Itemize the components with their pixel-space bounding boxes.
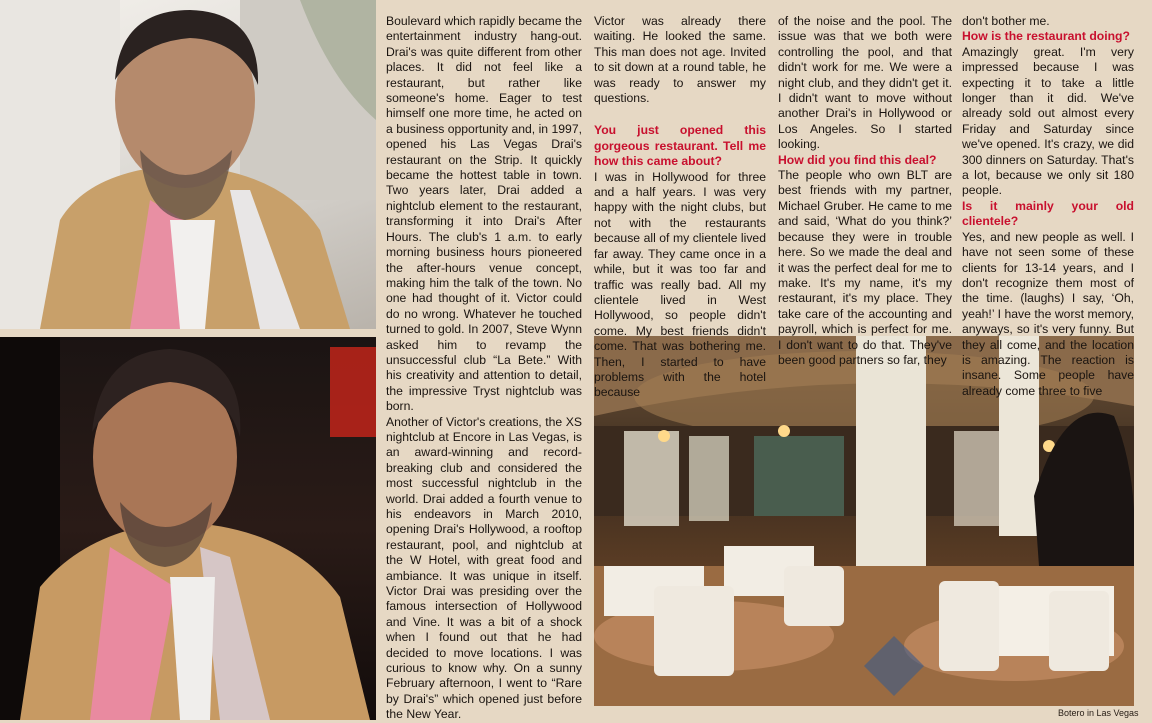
- paragraph: of the noise and the pool. The issue was that we both were controlling the pool, and that didn't work for me. We were a night club, and they didn't get it. I didn't want to move without another Drai's in Hollywood or Los Angeles. So I started looking.: [778, 14, 952, 152]
- article-column-4: [962, 14, 1134, 399]
- paragraph: I was in Hollywood for three and a half years. I was very happy with the night clubs, but not with the restaurants because all of my clientele lived far away. They came once in a while, but it was too far and traffic was really bad. All my clientele lived in West Hollywood, so people didn't come. My best friends didn't come. That was bothering me. Then, I started to have problems with the hotel because: [594, 169, 766, 400]
- portrait-photo-top: [0, 0, 376, 329]
- interview-question: Is it mainly your old clientele?: [962, 198, 1134, 229]
- paragraph: Yes, and new people as well. I have not seen some of these clients for 13-14 years, and I don't recognize them most of the time. (laughs) I say, ‘Oh, yeah!’ I have the worst memory, anyways, so it's very funny. But they all come, and the location is amazing. The reaction is insane. Some people have already come three to five: [962, 229, 1134, 398]
- paragraph: Victor was already there waiting. He looked the same. This man does not age. Invited to sit down at a round table, he was ready to answer my questions.: [594, 14, 766, 106]
- paragraph: don't bother me.: [962, 14, 1050, 28]
- paragraph: The people who own BLT are best friends with my partner, Michael Gruber. He came to me and said, ‘What do you think?’ because they were in trouble here. So we made the deal and it was the perfect deal for me to make. It's my name, it's my restaurant, it's my place. They take care of the accounting and payroll, which is perfect for me. I don't want to do that. They've been good partners so far, they: [778, 168, 952, 367]
- spacer: [594, 106, 766, 123]
- interview-question: How did you find this deal?: [778, 152, 937, 167]
- article-column-1: [386, 14, 582, 723]
- interview-question: How is the restaurant doing?: [962, 29, 1130, 44]
- paragraph: Another of Victor's creations, the XS nightclub at Encore in Las Vegas, is an award-winning and record-breaking club and considered the most successful nightclub in the world. Drai added a fourth venue to his endeavors in March 2010, opening Drai's Hollywood, a rooftop restaurant, pool, and nightclub at the W Hotel, with great food and ambiance. It was unique in itself. Victor Drai was presiding over the famous intersection of Hollywood and Vine. It was a bit of a shock when I found out that he had decided to move locations. I was curious to know why. On a sunny February afternoon, I went to “Rare by Drai's” which opened just before the New Year.: [386, 414, 582, 722]
- article-column-2: [594, 14, 766, 401]
- article-column-3: [778, 14, 952, 368]
- portrait-photo-bottom: [0, 337, 376, 720]
- paragraph: Amazingly great. I'm very impressed because I was expecting it to take a little longer than it did. We've already sold out almost every Friday and Saturday since we've opened. It's crazy, we did 300 dinners on Saturday. That's a lot, because we only sit 180 people.: [962, 44, 1134, 198]
- paragraph: Boulevard which rapidly became the entertainment industry hang-out. Drai's was quite different from other places. It did not feel like a restaurant, but rather like someone's home. Eager to test himself one more time, he acted on a business opportunity and, in 1997, opened his Las Vegas Drai's restaurant on the Strip. It quickly became the hottest table in town. Two years later, Drai added a nightclub element to the restaurant, transforming it into Drai's After Hours. The club's 1 a.m. to early morning business hours pioneered the after-hours venue concept, making him the talk of the town. No one had thought of it. Victor could do no wrong. Whatever he touched turned to gold. In 2007, Steve Wynn asked him to revamp the unsuccessful club “La Bete.” With his creativity and attention to detail, the impressive Tryst nightclub was born.: [386, 14, 582, 414]
- photo-caption: Botero in Las Vegas: [1058, 708, 1139, 718]
- interview-question: You just opened this gorgeous restaurant. Tell me how this came about?: [594, 123, 766, 169]
